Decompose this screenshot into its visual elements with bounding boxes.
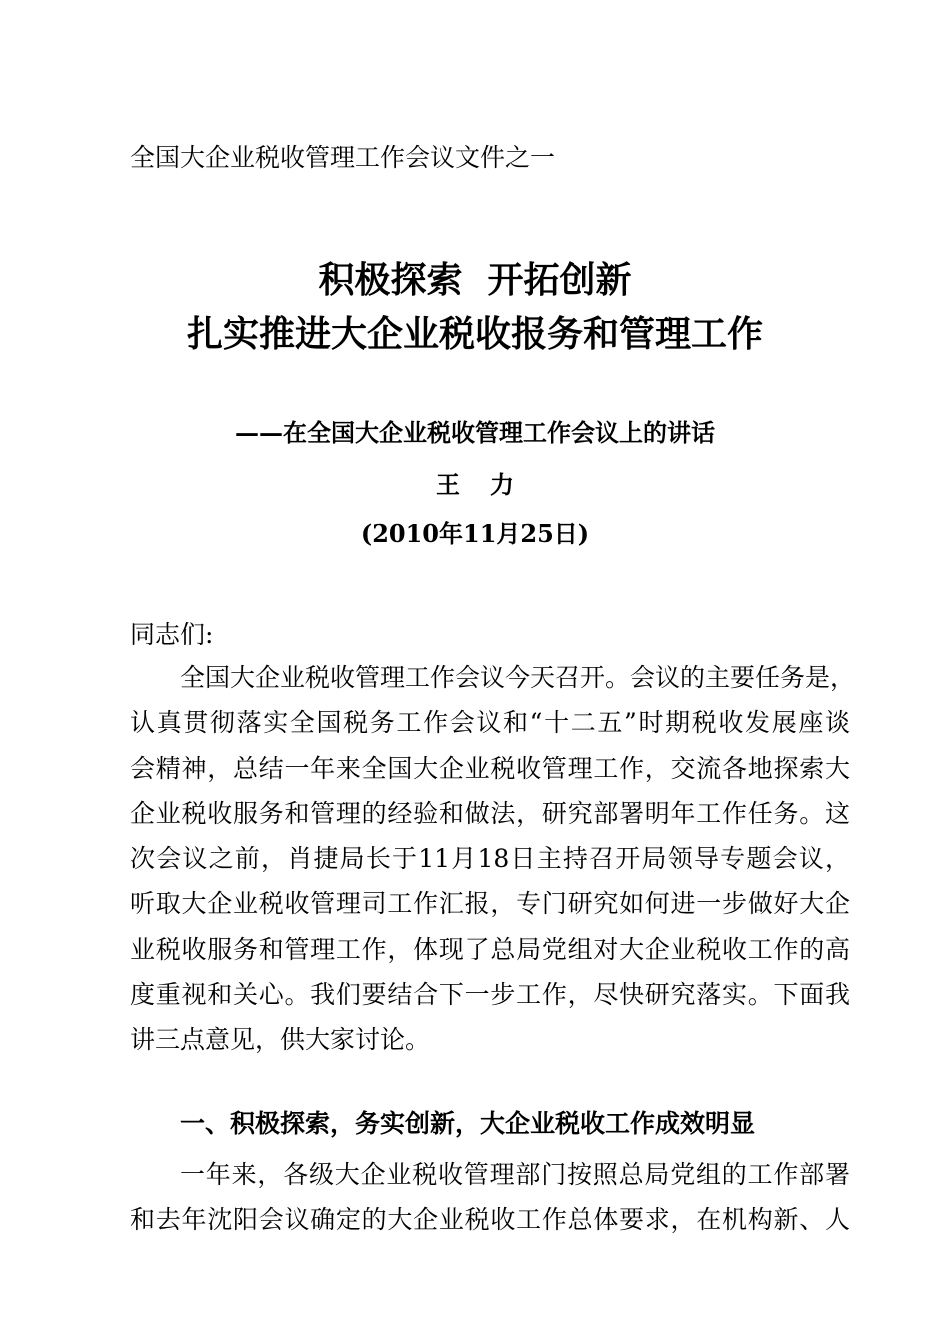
paragraph-line: 认真贯彻落实全国税务工作会议和“十二五”时期税收发展座谈 xyxy=(130,708,850,738)
paragraph-line: 次会议之前，肖捷局长于11月18日主持召开局领导专题会议， xyxy=(130,844,850,874)
document-title-line-2: 扎实推进大企业税收报务和管理工作 xyxy=(186,313,763,355)
paragraph-line: 讲三点意见，供大家讨论。 xyxy=(130,1025,431,1055)
paragraph-line: 度重视和关心。我们要结合下一步工作，尽快研究落实。下面我 xyxy=(130,980,850,1010)
paragraph-line: 一年来，各级大企业税收管理部门按照总局党组的工作部署 xyxy=(180,1160,850,1189)
paragraph-line: 会精神，总结一年来全国大企业税收管理工作，交流各地探索大 xyxy=(130,753,850,783)
document-author: 王力 xyxy=(436,470,544,499)
paragraph-line: 听取大企业税收管理司工作汇报，专门研究如何进一步做好大企 xyxy=(130,889,850,919)
document-date: (2010年11月25日) xyxy=(360,519,590,548)
paragraph-2 xyxy=(130,1152,850,1243)
document-title-line-1: 积极探索 开拓创新 xyxy=(318,259,632,301)
paragraph-line: 全国大企业税收管理工作会议今天召开。会议的主要任务是， xyxy=(180,663,856,692)
section-heading-1: 一、积极探索，务实创新，大企业税收工作成效明显 xyxy=(180,1109,756,1138)
salutation: 同志们: xyxy=(130,620,214,649)
paragraph-line: 企业税收服务和管理的经验和做法，研究部署明年工作任务。这 xyxy=(130,798,850,828)
document-series-header: 全国大企业税收管理工作会议文件之一 xyxy=(130,143,556,172)
paragraph-line: 和去年沈阳会议确定的大企业税收工作总体要求，在机构新、人 xyxy=(130,1205,850,1235)
document-subtitle: ——在全国大企业税收管理工作会议上的讲话 xyxy=(235,418,715,447)
paragraph-1 xyxy=(130,655,856,1063)
paragraph-line: 业税收服务和管理工作，体现了总局党组对大企业税收工作的高 xyxy=(130,934,850,964)
